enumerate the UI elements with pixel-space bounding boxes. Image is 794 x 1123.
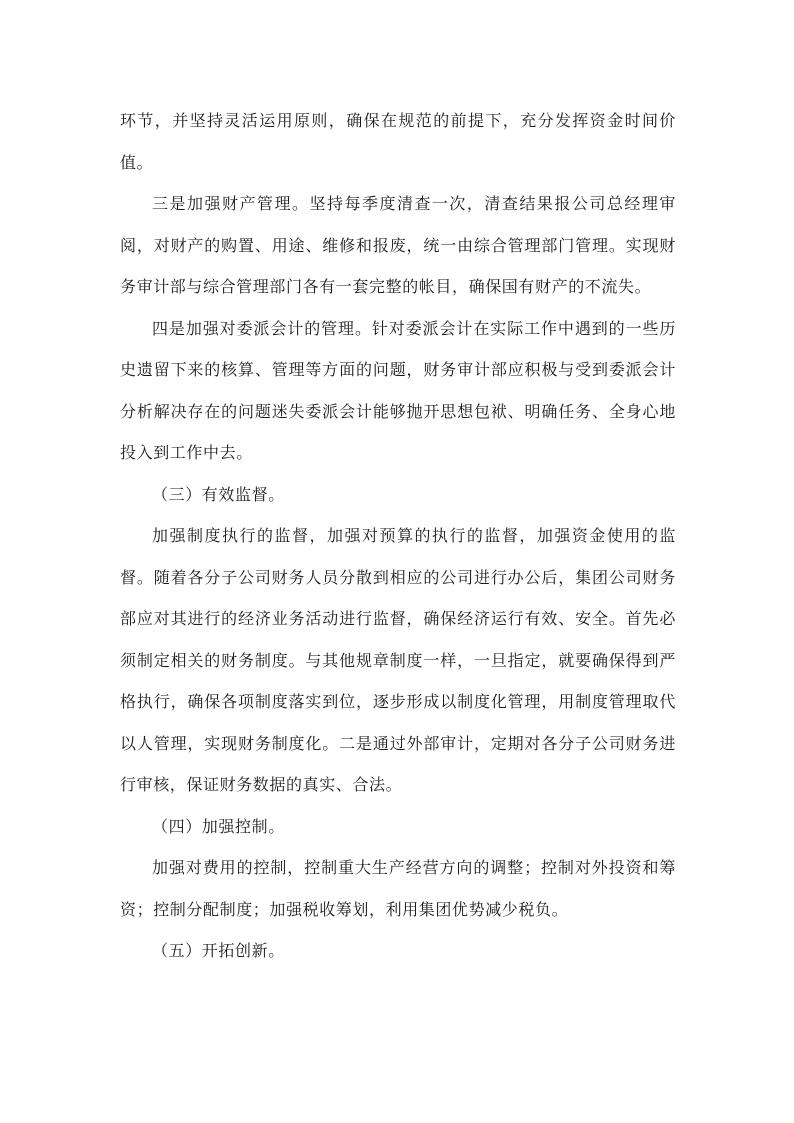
paragraph-continuation: 环节，并坚持灵活运用原则，确保在规范的前提下，充分发挥资金时间价值。 [120,111,676,172]
paragraph-control: 加强对费用的控制，控制重大生产经营方向的调整；控制对外投资和筹资；控制分配制度；加强税收筹划，利用集团优势减少税负。 [120,858,676,919]
section-heading-supervision: （三）有效监督。 [152,484,285,504]
document-body [120,100,676,972]
paragraph-supervision: 加强制度执行的监督，加强对预算的执行的监督，加强资金使用的监督。随着各分子公司财务人员分散到相应的公司进行办公后，集团公司财务部应对其进行的经济业务活动进行监督，确保经济运行有效、安全。首先必须制定相关的财务制度。与其他规章制度一样，一旦指定，就要确保得到严格执行，确保各项制度落实到位，逐步形成以制度化管理，用制度管理取代以人管理，实现财务制度化。二是通过外部审计，定期对各分子公司财务进行审核，保证财务数据的真实、合法。 [120,526,676,794]
paragraph-accountant-management: 四是加强对委派会计的管理。针对委派会计在实际工作中遇到的一些历史遗留下来的核算、管理等方面的问题，财务审计部应积极与受到委派会计分析解决存在的问题迷失委派会计能够抛开思想包袱、明确任务、全身心地投入到工作中去。 [120,318,676,462]
section-heading-control: （四）加强控制。 [152,816,285,836]
section-heading-innovation: （五）开拓创新。 [152,941,285,960]
paragraph-property-management: 三是加强财产管理。坚持每季度清查一次，清查结果报公司总经理审阅，对财产的购置、用途、维修和报废，统一由综合管理部门管理。实现财务审计部与综合管理部门各有一套完整的帐目，确保国有财产的不流失。 [120,194,676,296]
